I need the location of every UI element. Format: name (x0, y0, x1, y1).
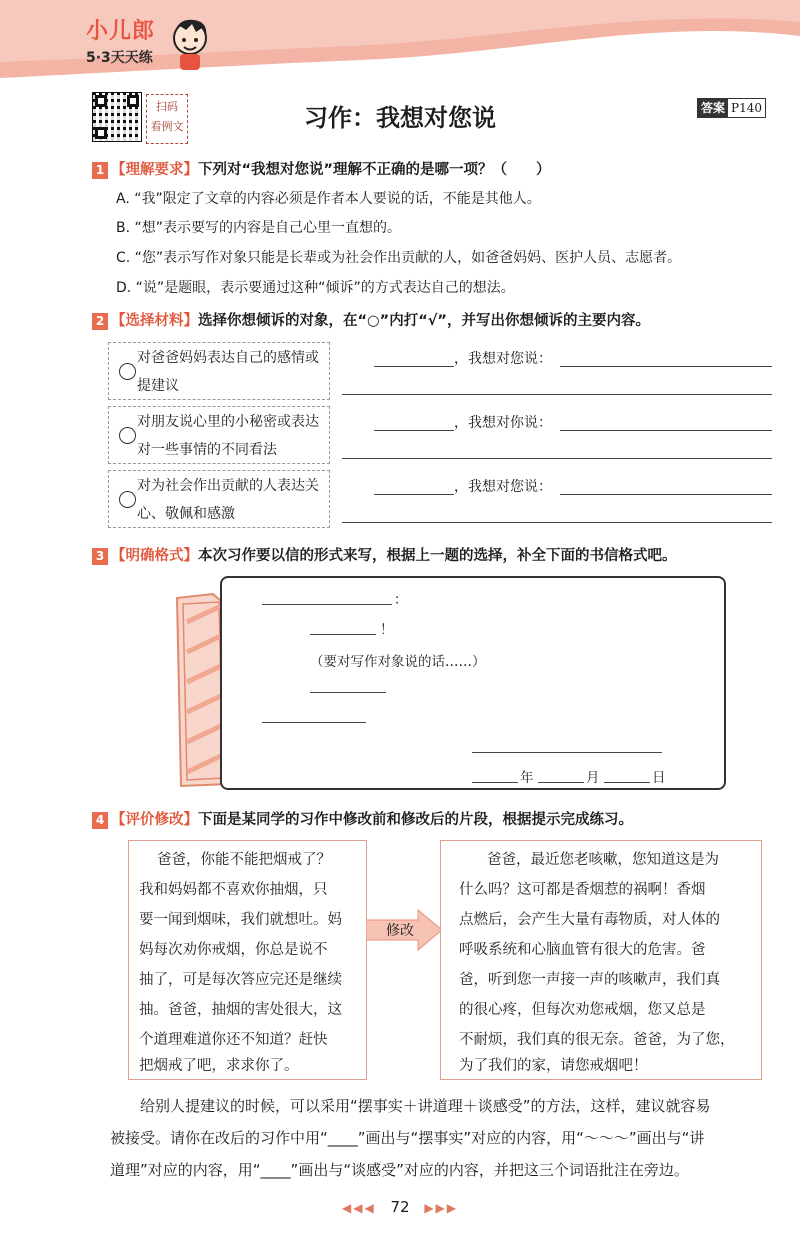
row-prompt: ，我想对你说： (454, 415, 552, 431)
blank-addressee[interactable] (374, 494, 454, 495)
letter-template (220, 576, 726, 790)
blank-addressee[interactable] (374, 430, 454, 431)
brand-logo (86, 14, 155, 67)
choice-circle[interactable] (119, 491, 136, 508)
blank-year[interactable] (472, 782, 518, 783)
material-row-2 (108, 406, 330, 464)
blank-greeting[interactable] (310, 634, 376, 635)
scan-line-2: 看例文 (150, 120, 184, 133)
after-line: 点燃后，会产生大量有毒物质，对人体的 (459, 912, 720, 928)
material-row-1 (108, 342, 330, 400)
blank-closing[interactable] (310, 692, 386, 693)
q3-text: 本次习作要以信的形式来写，根据上一题的选择，补全下面的书信格式吧。 (198, 548, 677, 564)
q1-option-c: C. “您”表示写作对象只能是长辈或为社会作出贡献的人，如爸爸妈妈、医护人员、志愿者。 (116, 250, 682, 266)
q2-tag: 【选择材料】 (111, 313, 198, 329)
letter-body-hint: （要对写作对象说的话……） (310, 654, 486, 670)
brand-main: 小儿郎 (86, 19, 156, 44)
question-1 (92, 158, 551, 179)
before-line: 妈每次劝你戒烟，你总是说不 (139, 942, 328, 958)
excerpt-after (440, 840, 762, 1080)
excerpt-before (128, 840, 367, 1080)
before-line: 把烟戒了吧，求求你了。 (139, 1058, 299, 1074)
material-row-3 (108, 470, 330, 528)
q4-tag: 【评价修改】 (111, 812, 198, 828)
scan-line-1: 扫码 (156, 100, 178, 113)
after-line: 呼吸系统和心脑血管有很大的危害。爸 (459, 942, 706, 958)
choice-text: 对爸爸妈妈表达自己的感情或提建议 (137, 350, 319, 394)
after-line: 爸，听到您一声接一声的咳嗽声，我们真 (459, 972, 720, 988)
question-4 (92, 808, 633, 829)
colon: ： (394, 592, 408, 608)
month-label: 月 (586, 770, 600, 786)
blank-content[interactable] (342, 394, 772, 395)
after-line: 什么吗？这可都是香烟惹的祸啊！香烟 (459, 882, 706, 898)
answer-badge (697, 98, 766, 118)
blank-signature[interactable] (472, 752, 662, 753)
after-line: 爸爸，最近您老咳嗽，您知道这是为 (487, 852, 719, 868)
page-footer (0, 1198, 800, 1216)
question-3 (92, 544, 677, 565)
mascot-icon (168, 14, 212, 76)
blank-day[interactable] (604, 782, 650, 783)
blank-content[interactable] (560, 366, 772, 367)
q3-tag: 【明确格式】 (111, 548, 198, 564)
choice-text: 对为社会作出贡献的人表达关心、敬佩和感激 (137, 478, 319, 522)
page-number: 72 (390, 1198, 410, 1216)
blank-content[interactable] (342, 522, 772, 523)
next-arrows-icon: ▶▶▶ (424, 1201, 459, 1215)
instruction-line-1: 给别人提建议的时候，可以采用“摆事实＋讲道理＋谈感受”的方法，这样，建议就容易 (140, 1097, 711, 1115)
page-title: 习作：我想对您说 (304, 104, 496, 132)
q4-text: 下面是某同学的习作中修改前和修改后的片段，根据提示完成练习。 (198, 812, 633, 828)
q4-number: 4 (92, 812, 108, 829)
row-prompt: ，我想对您说： (454, 479, 552, 495)
before-line: 要一闻到烟味，我们就想吐。妈 (139, 912, 342, 928)
q1-tag: 【理解要求】 (111, 162, 198, 178)
before-line: 抽了，可是每次答应完还是继续 (139, 972, 342, 988)
brand-sub: 5·3天天练 (86, 50, 153, 66)
year-label: 年 (520, 770, 534, 786)
q3-number: 3 (92, 548, 108, 565)
q1-option-a: A. “我”限定了文章的内容必须是作者本人要说的话，不能是其他人。 (116, 191, 541, 207)
instruction-line-2: 被接受。请你在改后的习作中用“____”画出与“摆事实”对应的内容，用“～～～”画出与“讲 (110, 1129, 705, 1147)
answer-label: 答案 (698, 99, 728, 117)
blank-addressee[interactable] (374, 366, 454, 367)
blank-closing-2[interactable] (262, 722, 366, 723)
arrow-label: 修改 (386, 923, 414, 939)
after-line: 的很心疼，但每次劝您戒烟，您又总是 (459, 1002, 706, 1018)
prev-arrows-icon: ◀◀◀ (341, 1201, 376, 1215)
choice-circle[interactable] (119, 427, 136, 444)
after-line: 不耐烦，我们真的很无奈。爸爸，为了您， (459, 1032, 735, 1048)
blank-content[interactable] (560, 494, 772, 495)
revise-arrow (366, 908, 444, 952)
exclamation: ！ (380, 622, 394, 638)
answer-page: P140 (731, 101, 762, 115)
blank-content[interactable] (560, 430, 772, 431)
q2-text: 选择你想倾诉的对象，在“○”内打“√”，并写出你想倾诉的主要内容。 (198, 313, 650, 329)
choice-text: 对朋友说心里的小秘密或表达对一些事情的不同看法 (137, 414, 319, 458)
q1-number: 1 (92, 162, 108, 179)
choice-circle[interactable] (119, 363, 136, 380)
question-2 (92, 309, 650, 330)
blank-content[interactable] (342, 458, 772, 459)
blank-salutation[interactable] (262, 604, 392, 605)
instruction-line-3: 道理”对应的内容，用“____”画出与“谈感受”对应的内容，并把这三个词语批注在旁边。 (110, 1161, 689, 1179)
day-label: 日 (652, 770, 666, 786)
q1-text: 下列对“我想对您说”理解不正确的是哪一项？（ ） (198, 162, 551, 178)
q2-number: 2 (92, 313, 108, 330)
q1-option-d: D. “说”是题眼，表示要通过这种“倾诉”的方式表达自己的想法。 (116, 280, 515, 296)
q1-option-b: B. “想”表示要写的内容是自己心里一直想的。 (116, 220, 402, 236)
before-line: 个道理难道你还不知道？赶快 (139, 1032, 328, 1048)
after-line: 为了我们的家，请您戒烟吧！ (459, 1058, 648, 1074)
row-prompt: ，我想对您说： (454, 351, 552, 367)
blank-month[interactable] (538, 782, 584, 783)
material-table (108, 342, 780, 528)
before-line: 爸爸，你能不能把烟戒了？ (157, 852, 331, 868)
before-line: 抽。爸爸，抽烟的害处很大，这 (139, 1002, 342, 1018)
before-line: 我和妈妈都不喜欢你抽烟，只 (139, 882, 328, 898)
